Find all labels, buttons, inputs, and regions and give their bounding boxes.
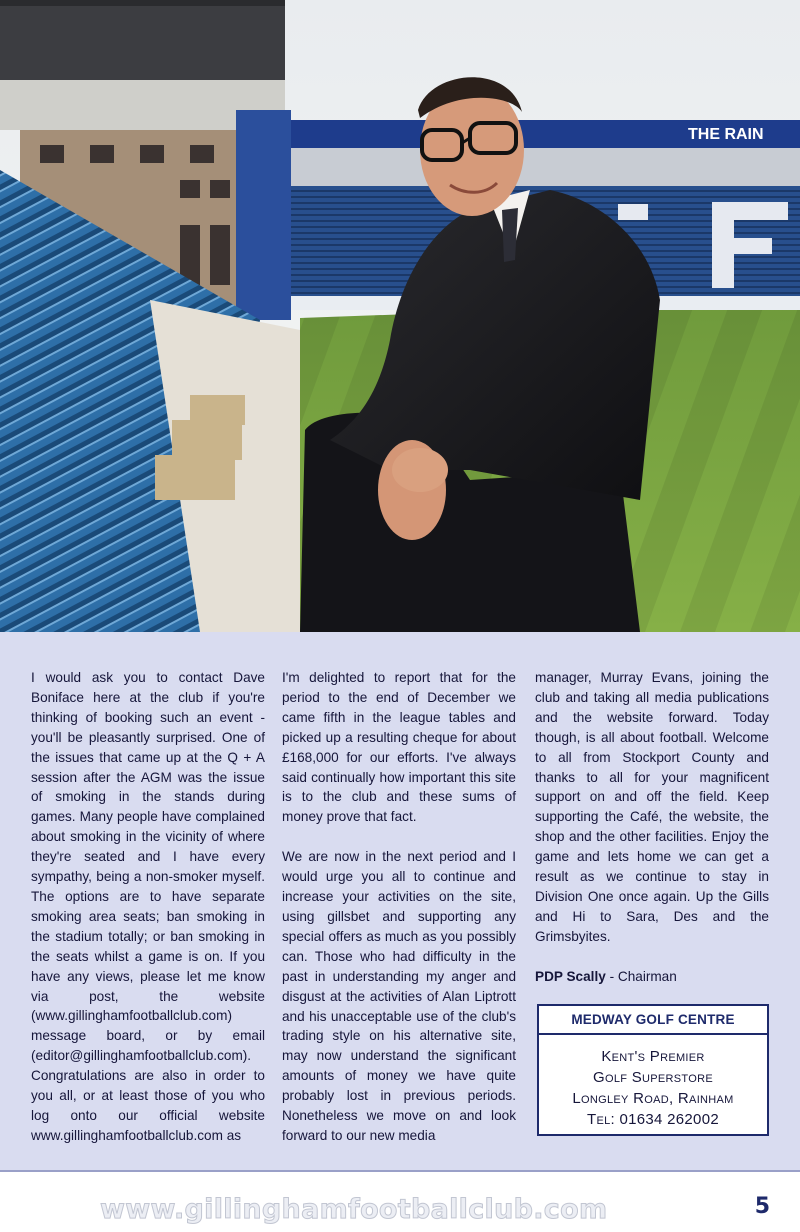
signature-role: - Chairman — [605, 968, 677, 984]
article-column-1 — [31, 668, 265, 1146]
article-paragraph: I would ask you to contact Dave Boniface here at the club if you're thinking of booking such an event - you'll be pleasantly surprised. One of the issues that came up at the Q + A session after the AGM was the issue of smoking in the stands during games. Many people have complained about smoking in the vicinity of where they're seated and I have every sympathy, being a non-smoker myself. The options are to have separate smoking area seats; ban smoking in the stadium totally; or ban smoking in the seats whilst a game is on. If you have any views, please let me know via post, the website (www.gillinghamfootballclub.com) message board, or by email (editor@gillinghamfootballclub.com). Congratulations are also in order to you all, or at least those of you who log onto our official website www.gillinghamfootballclub.com as — [31, 670, 265, 1143]
signature-name: PDP Scally — [535, 968, 606, 984]
golf-centre-advert — [537, 1004, 769, 1136]
footer-website: www.gillinghamfootballclub.com — [100, 1194, 608, 1225]
advert-body — [539, 1035, 767, 1130]
advert-line: Kent's Premier — [601, 1048, 705, 1065]
page-footer — [0, 1170, 800, 1232]
article-paragraph: We are now in the next period and I would urge you all to continue and increase your activities on the site, using gillsbet and supporting any special offers as much as you possibly can. Those who had difficulty in the past in understanding my anger and disgust at the activities of Alan Liptrott and his unacceptable use of the club's trading style on his alternative site, may now understand the significant amounts of money we have quite probably lost in previous periods. Nonetheless we move on and look forward to our new media — [282, 849, 516, 1143]
stand-sign-text: THE RAIN — [688, 126, 764, 143]
page-number: 5 — [754, 1194, 770, 1219]
signature — [535, 967, 769, 987]
advert-line: Golf Superstore — [593, 1069, 713, 1086]
article-column-2 — [282, 668, 516, 1146]
article-paragraph: I'm delighted to report that for the period to the end of December we came fifth in the league tables and picked up a resulting cheque for about £168,000 for our efforts. I've always said continually how important this site is to the club and these sums of money prove that fact. — [282, 670, 516, 825]
advert-phone: Tel: 01634 262002 — [587, 1111, 719, 1128]
advert-title: MEDWAY GOLF CENTRE — [539, 1006, 767, 1035]
article-paragraph: manager, Murray Evans, joining the club and taking all media publications and the website forward. Today though, is all about football. Welcome to all from Stockport County and thanks to all for your magnificent support on and off the field. Keep supporting the Café, the website, the shop and the other facilities. Enjoy the game and lets home we can get a result as we continue to stay in Division One once again. Up the Gills and Hi to Sara, Des and the Grimsbyites. — [535, 670, 769, 944]
advert-line: Longley Road, Rainham — [572, 1090, 734, 1107]
article-column-3 — [535, 668, 769, 987]
